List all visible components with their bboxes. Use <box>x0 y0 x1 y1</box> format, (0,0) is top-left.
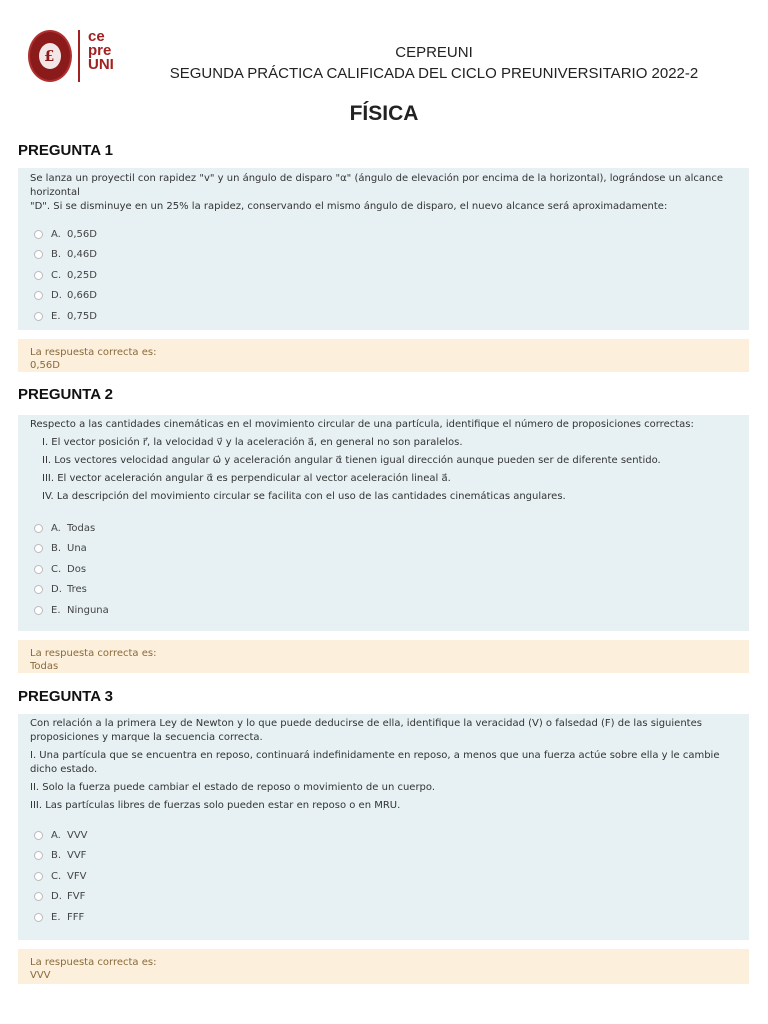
radio-button[interactable] <box>34 585 43 594</box>
radio-button[interactable] <box>34 271 43 280</box>
answer-label: La respuesta correcta es: <box>30 648 157 659</box>
proposition-iv: IV. La descripción del movimiento circular se facilita con el uso de las cantidades cinemáticas angulares. <box>42 491 566 502</box>
option-d[interactable]: D. 0,66D <box>30 286 737 307</box>
question-3-stem: Con relación a la primera Ley de Newton y lo que puede deducirse de ella, identifique la veracidad (V) o falsedad (F) de las siguientes proposiciones y marque la secuencia correcta. <box>30 718 702 743</box>
question-3-title: PREGUNTA 3 <box>18 688 114 705</box>
radio-button[interactable] <box>34 851 43 860</box>
radio-button[interactable] <box>34 606 43 615</box>
question-2-title: PREGUNTA 2 <box>18 386 114 403</box>
option-d[interactable]: D. Tres <box>30 580 737 601</box>
option-e[interactable]: E. FFF <box>30 907 737 928</box>
radio-button[interactable] <box>34 524 43 533</box>
proposition-ii: II. Solo la fuerza puede cambiar el estado de reposo o movimiento de un cuerpo. <box>30 782 436 793</box>
radio-button[interactable] <box>34 312 43 321</box>
option-c[interactable]: C. 0,25D <box>30 265 737 286</box>
option-c[interactable]: C. Dos <box>30 559 737 580</box>
question-2-answer-box <box>18 640 749 673</box>
correct-answer: Todas <box>30 661 59 672</box>
org-name: CEPREUNI <box>395 44 473 61</box>
radio-button[interactable] <box>34 892 43 901</box>
radio-button[interactable] <box>34 913 43 922</box>
radio-button[interactable] <box>34 230 43 239</box>
question-1-stem: Se lanza un proyectil con rapidez "v" y un ángulo de disparo "α" (ángulo de elevación por encima de la horizontal), lográndose un alcance horizontal "D". Si se disminuye en un 25% la rapidez, conservando el mismo ángulo de disparo, el nuevo alcance será aproximadamente: <box>30 173 723 212</box>
radio-button[interactable] <box>34 544 43 553</box>
question-3-answer-box <box>18 949 749 984</box>
option-a[interactable]: A. VVV <box>30 825 737 846</box>
correct-answer: VVV <box>30 970 51 981</box>
logo-wordmark: ce pre UNI <box>88 28 114 73</box>
correct-answer: 0,56D <box>30 360 60 371</box>
option-e[interactable]: E. Ninguna <box>30 600 737 621</box>
question-3-options <box>30 825 737 928</box>
option-a[interactable]: A. Todas <box>30 518 737 539</box>
option-d[interactable]: D. FVF <box>30 887 737 908</box>
question-3-box <box>18 714 749 940</box>
radio-button[interactable] <box>34 872 43 881</box>
option-c[interactable]: C. VFV <box>30 866 737 887</box>
option-a[interactable]: A. 0,56D <box>30 224 737 245</box>
question-1-title: PREGUNTA 1 <box>18 142 114 159</box>
radio-button[interactable] <box>34 250 43 259</box>
option-b[interactable]: B. Una <box>30 539 737 560</box>
proposition-ii: II. Los vectores velocidad angular ω⃗ y aceleración angular α⃗ tienen igual dirección aunque pueden ser de diferente sentido. <box>42 455 661 466</box>
document-header <box>0 44 768 82</box>
subject-title: FÍSICA <box>349 102 419 125</box>
question-1-options <box>30 224 737 327</box>
question-2-stem: Respecto a las cantidades cinemáticas en el movimiento circular de una partícula, identifique el número de proposiciones correctas: <box>30 419 694 430</box>
proposition-i: I. Una partícula que se encuentra en reposo, continuará indefinidamente en reposo, a menos que una fuerza actúe sobre ella y le cambie dicho estado. <box>30 750 720 775</box>
option-e[interactable]: E. 0,75D <box>30 306 737 327</box>
radio-button[interactable] <box>34 291 43 300</box>
proposition-iii: III. El vector aceleración angular α⃗ es perpendicular al vector aceleración lineal a⃗. <box>42 473 451 484</box>
option-b[interactable]: B. 0,46D <box>30 245 737 266</box>
answer-label: La respuesta correcta es: <box>30 347 157 358</box>
question-1-answer-box <box>18 339 749 372</box>
proposition-i: I. El vector posición r⃗, la velocidad v⃗ y la aceleración a⃗, en general no son paralelos. <box>42 437 463 448</box>
option-b[interactable]: B. VVF <box>30 846 737 867</box>
proposition-iii: III. Las partículas libres de fuerzas solo pueden estar en reposo o en MRU. <box>30 800 401 811</box>
radio-button[interactable] <box>34 565 43 574</box>
exam-subtitle: SEGUNDA PRÁCTICA CALIFICADA DEL CICLO PREUNIVERSITARIO 2022-2 <box>169 65 699 82</box>
question-2-box <box>18 415 749 631</box>
question-2-options <box>30 518 737 621</box>
answer-label: La respuesta correcta es: <box>30 957 157 968</box>
question-1-box <box>18 168 749 330</box>
radio-button[interactable] <box>34 831 43 840</box>
uni-seal-icon: £ <box>28 30 72 82</box>
